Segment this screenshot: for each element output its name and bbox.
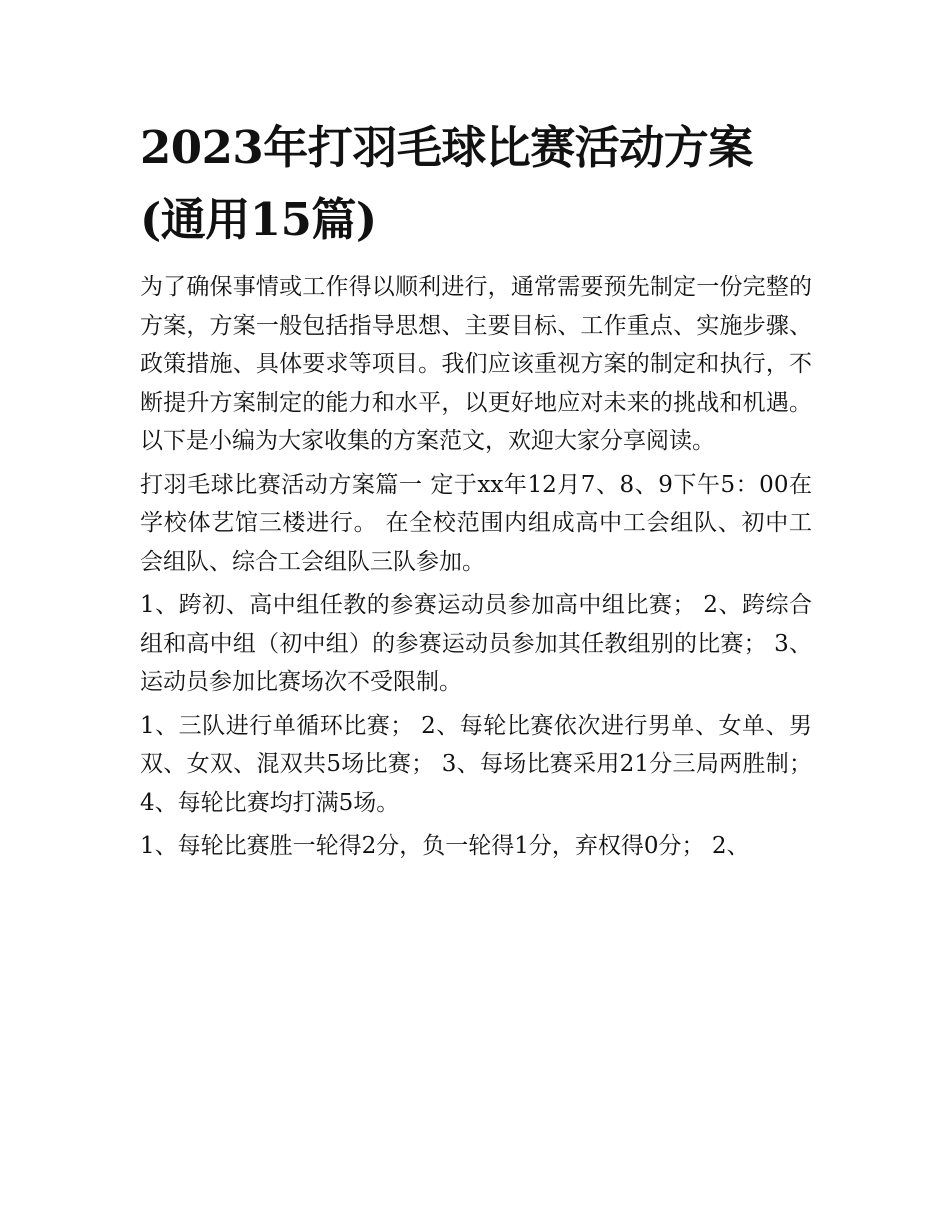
paragraph-format: 1、三队进行单循环比赛； 2、每轮比赛依次进行男单、女单、男双、女双、混双共5场比赛； 3、每场比赛采用21分三局两胜制； 4、每轮比赛均打满5场。 xyxy=(140,712,812,816)
paragraph-participants: 1、跨初、高中组任教的参赛运动员参加高中组比赛； 2、跨综合组和高中组（初中组）的参赛运动员参加其任教组别的比赛； 3、运动员参加比赛场次不受限制。 xyxy=(140,592,812,695)
paragraph-intro: 为了确保事情或工作得以顺利进行，通常需要预先制定一份完整的方案，方案一般包括指导思想、主要目标、工作重点、实施步骤、政策措施、具体要求等项目。我们应该重视方案的制定和执行，不断提升方案制定的能力和水平，以更好地应对未来的挑战和机遇。以下是小编为大家收集的方案范文，欢迎大家分享阅读。 xyxy=(140,274,812,454)
document-page xyxy=(140,112,812,866)
document-title: 2023年打羽毛球比赛活动方案(通用15篇) xyxy=(140,121,753,246)
paragraph-time-location: 打羽毛球比赛活动方案篇一 定于xx年12月7、8、9下午5：00在学校体艺馆三楼进行。 在全校范围内组成高中工会组队、初中工会组队、综合工会组队三队参加。 xyxy=(140,471,812,575)
paragraph-scoring: 1、每轮比赛胜一轮得2分，负一轮得1分，弃权得0分； 2、 xyxy=(140,833,750,859)
